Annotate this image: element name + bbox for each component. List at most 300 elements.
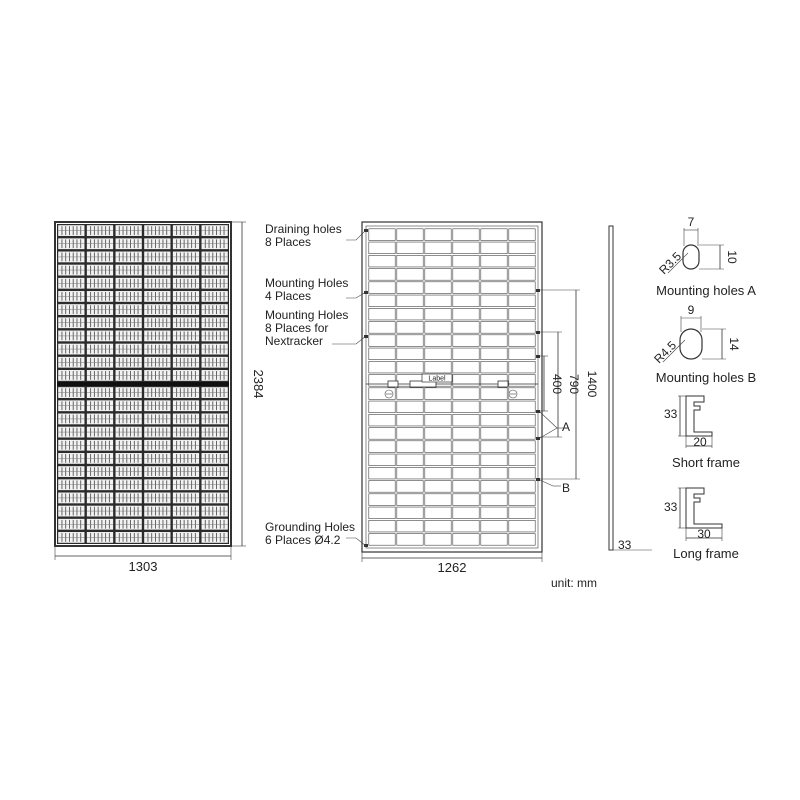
rear-cell	[397, 282, 423, 294]
hole-b-height-label: 14	[727, 337, 741, 351]
solar-cell	[58, 479, 84, 490]
solar-cell	[116, 357, 142, 368]
solar-cell	[202, 291, 228, 302]
rear-cell	[425, 534, 451, 546]
solar-cell	[144, 387, 170, 398]
rear-cell	[369, 269, 395, 281]
rear-width-dimension	[362, 552, 542, 575]
solar-cell	[173, 317, 199, 328]
rear-cell	[425, 507, 451, 519]
solar-cell	[144, 331, 170, 342]
rear-cell	[397, 520, 423, 532]
long-frame-detail	[664, 488, 739, 561]
solar-cell	[144, 252, 170, 263]
solar-cell	[58, 387, 84, 398]
solar-cell	[144, 427, 170, 438]
rear-cell	[369, 322, 395, 334]
rear-cell	[481, 507, 507, 519]
rear-cell	[509, 467, 535, 479]
dim-400-label: 400	[550, 373, 564, 395]
rear-cell	[453, 335, 479, 347]
solar-cell	[58, 493, 84, 504]
side-profile	[609, 226, 613, 550]
rear-cell	[453, 242, 479, 254]
hole-b-detail	[651, 303, 756, 385]
hole-a-title: Mounting holes A	[656, 283, 756, 298]
rear-cell	[425, 481, 451, 493]
rear-cell	[453, 467, 479, 479]
solar-cell	[144, 414, 170, 425]
solar-cell	[144, 238, 170, 249]
rear-cell	[369, 520, 395, 532]
solar-cell	[116, 238, 142, 249]
solar-cell	[116, 519, 142, 530]
rear-cell	[453, 414, 479, 426]
solar-cell	[87, 304, 113, 315]
long-frame-title: Long frame	[673, 546, 739, 561]
front-height-dimension	[231, 222, 266, 546]
rear-cell	[481, 322, 507, 334]
solar-cell	[116, 493, 142, 504]
solar-cell	[116, 414, 142, 425]
solar-cell	[173, 427, 199, 438]
rear-cell	[369, 282, 395, 294]
rear-cell	[425, 494, 451, 506]
rear-cell	[369, 454, 395, 466]
solar-cell	[87, 440, 113, 451]
rear-cell	[481, 481, 507, 493]
rear-cell	[425, 269, 451, 281]
solar-cell	[173, 387, 199, 398]
rear-cell	[509, 269, 535, 281]
long-frame-profile	[686, 488, 722, 528]
rear-cell	[481, 229, 507, 241]
grounding-holes-title: Grounding Holes	[265, 520, 356, 534]
solar-cell	[173, 493, 199, 504]
solar-cell	[87, 225, 113, 236]
solar-cell	[87, 414, 113, 425]
rear-cell	[481, 255, 507, 267]
rear-cell	[509, 282, 535, 294]
rear-cell	[509, 534, 535, 546]
front-width-dimension	[55, 546, 231, 574]
rear-cell	[425, 322, 451, 334]
callout-a-label: A	[562, 420, 571, 434]
solar-cell	[173, 252, 199, 263]
solar-cell	[116, 344, 142, 355]
rear-cell	[453, 481, 479, 493]
solar-cell	[144, 317, 170, 328]
rear-cell	[509, 361, 535, 373]
solar-cell	[173, 278, 199, 289]
rear-cell	[509, 520, 535, 532]
hole-b-title: Mounting holes B	[655, 370, 757, 385]
rear-cell	[453, 295, 479, 307]
solar-cell	[173, 519, 199, 530]
rear-cell	[453, 229, 479, 241]
solar-cell	[173, 357, 199, 368]
solar-cell	[116, 400, 142, 411]
short-frame-title: Short frame	[672, 455, 740, 470]
solar-cell	[58, 519, 84, 530]
solar-cell	[144, 344, 170, 355]
rear-cell	[453, 441, 479, 453]
solar-cell	[87, 291, 113, 302]
solar-cell	[87, 400, 113, 411]
solar-cell	[87, 387, 113, 398]
rear-cell	[481, 335, 507, 347]
rear-cell	[369, 467, 395, 479]
dim-790-label: 790	[567, 373, 581, 395]
rear-cell	[481, 282, 507, 294]
rear-cell	[425, 454, 451, 466]
solar-cell	[144, 519, 170, 530]
solar-cell	[87, 357, 113, 368]
rear-cell	[425, 414, 451, 426]
solar-cell	[144, 532, 170, 543]
rear-cell	[453, 255, 479, 267]
solar-cell	[87, 317, 113, 328]
solar-cell	[87, 238, 113, 249]
rear-cell	[453, 454, 479, 466]
solar-cell	[58, 414, 84, 425]
solar-cell	[173, 344, 199, 355]
rear-cell	[509, 428, 535, 440]
solar-cell	[144, 400, 170, 411]
callout-b-label: B	[562, 481, 571, 495]
solar-cell	[202, 506, 228, 517]
short-frame-width-label: 20	[693, 435, 707, 449]
solar-cell	[87, 370, 113, 381]
solar-cell	[144, 466, 170, 477]
solar-cell	[58, 440, 84, 451]
solar-cell	[173, 440, 199, 451]
rear-cell	[481, 242, 507, 254]
rear-cell	[369, 494, 395, 506]
rear-cell	[509, 348, 535, 360]
solar-cell	[202, 344, 228, 355]
rear-cell	[397, 494, 423, 506]
solar-cell	[202, 331, 228, 342]
rear-cell	[397, 388, 423, 400]
solar-cell	[173, 400, 199, 411]
solar-cell	[58, 400, 84, 411]
rear-cell	[509, 507, 535, 519]
rear-width-label: 1262	[437, 560, 467, 575]
rear-cell	[509, 481, 535, 493]
rear-cell	[425, 520, 451, 532]
solar-cell	[173, 532, 199, 543]
solar-cell	[173, 506, 199, 517]
junction-box	[498, 381, 508, 387]
hole-a-slot	[683, 245, 699, 269]
label-text: Label	[428, 375, 446, 383]
front-view	[55, 222, 266, 574]
rear-cell	[425, 295, 451, 307]
front-width-label: 1303	[128, 559, 158, 574]
solar-cell	[58, 252, 84, 263]
rear-cell	[397, 295, 423, 307]
solar-cell	[87, 278, 113, 289]
solar-cell	[144, 265, 170, 276]
solar-cell	[58, 532, 84, 543]
rear-cell	[481, 269, 507, 281]
rear-cell	[509, 454, 535, 466]
solar-cell	[144, 440, 170, 451]
front-height-label: 2384	[251, 369, 266, 399]
solar-cell	[87, 506, 113, 517]
solar-cell	[202, 238, 228, 249]
rear-cell	[481, 388, 507, 400]
solar-cell	[144, 304, 170, 315]
rear-cell	[453, 375, 479, 387]
hole-a-width-label: 7	[687, 215, 695, 229]
hole-callouts	[540, 412, 570, 495]
solar-cell	[58, 304, 84, 315]
solar-cell	[58, 427, 84, 438]
rear-cell	[369, 295, 395, 307]
rear-cell	[509, 308, 535, 320]
rear-cell	[453, 428, 479, 440]
rear-cell	[397, 269, 423, 281]
solar-cell	[87, 453, 113, 464]
rear-cell	[369, 335, 395, 347]
rear-cell	[425, 441, 451, 453]
rear-cell	[369, 441, 395, 453]
rear-cell	[453, 322, 479, 334]
solar-cell	[87, 532, 113, 543]
solar-cell	[116, 317, 142, 328]
solar-cell	[144, 225, 170, 236]
solar-cell	[144, 506, 170, 517]
rear-cell	[453, 507, 479, 519]
rear-cell	[397, 428, 423, 440]
solar-cell	[202, 453, 228, 464]
rear-cell	[481, 441, 507, 453]
rear-cell	[397, 335, 423, 347]
solar-cell	[202, 370, 228, 381]
rear-cell	[425, 467, 451, 479]
solar-cell	[116, 387, 142, 398]
rear-cell	[509, 242, 535, 254]
solar-cell	[87, 265, 113, 276]
rear-cell	[453, 401, 479, 413]
solar-cell	[58, 317, 84, 328]
rear-cell	[425, 242, 451, 254]
solar-cell	[202, 357, 228, 368]
rear-cell	[397, 348, 423, 360]
solar-cell	[202, 278, 228, 289]
solar-cell	[202, 519, 228, 530]
rear-cell	[369, 308, 395, 320]
solar-cell	[202, 493, 228, 504]
side-thickness-label: 33	[618, 538, 632, 552]
solar-cell	[173, 466, 199, 477]
rear-cell	[369, 348, 395, 360]
solar-cell	[202, 304, 228, 315]
solar-cell	[173, 238, 199, 249]
rear-cell	[481, 494, 507, 506]
rear-cell	[397, 441, 423, 453]
solar-cell	[144, 453, 170, 464]
solar-cell	[116, 532, 142, 543]
rear-cell	[481, 467, 507, 479]
rear-cell	[481, 454, 507, 466]
rear-cell	[397, 401, 423, 413]
rear-cell	[369, 255, 395, 267]
grounding-holes-count: 6 Places Ø4.2	[265, 533, 341, 547]
solar-cell	[87, 493, 113, 504]
solar-cell	[116, 252, 142, 263]
solar-cell	[116, 291, 142, 302]
short-frame-detail	[664, 396, 740, 470]
rear-cell	[453, 269, 479, 281]
rear-cell	[481, 428, 507, 440]
solar-cell	[87, 466, 113, 477]
rear-cell	[509, 441, 535, 453]
solar-cell	[116, 440, 142, 451]
solar-cell	[202, 414, 228, 425]
solar-cell	[116, 370, 142, 381]
rear-cell	[481, 414, 507, 426]
solar-cell	[173, 304, 199, 315]
rear-cell	[481, 534, 507, 546]
hole-a-height-label: 10	[725, 250, 739, 264]
hole-b-width-label: 9	[687, 303, 695, 317]
rear-cell	[397, 229, 423, 241]
solar-cell	[144, 479, 170, 490]
solar-cell	[202, 400, 228, 411]
rear-view	[362, 222, 599, 575]
short-frame-profile	[686, 396, 712, 436]
solar-cell	[173, 331, 199, 342]
rear-cell	[397, 454, 423, 466]
left-callouts	[265, 222, 366, 547]
rear-cell	[369, 388, 395, 400]
rear-cell	[509, 414, 535, 426]
solar-cell	[87, 331, 113, 342]
front-cell-grid	[57, 224, 229, 544]
solar-cell	[202, 440, 228, 451]
solar-cell	[58, 238, 84, 249]
rear-cell	[425, 361, 451, 373]
hole-a-radius-label: R3.5	[656, 249, 685, 278]
solar-cell	[144, 357, 170, 368]
rear-cell	[453, 388, 479, 400]
rear-cell	[481, 295, 507, 307]
rear-cell	[397, 467, 423, 479]
solar-cell	[58, 331, 84, 342]
rear-cell	[453, 361, 479, 373]
junction-box	[388, 381, 398, 387]
hole-b-radius-label: R4.5	[651, 338, 680, 367]
solar-cell	[202, 427, 228, 438]
rear-cell	[481, 401, 507, 413]
solar-cell	[116, 466, 142, 477]
solar-cell	[58, 278, 84, 289]
long-frame-width-label: 30	[697, 527, 711, 541]
rear-cell	[369, 229, 395, 241]
unit-label: unit: mm	[550, 576, 598, 590]
rear-cell	[509, 375, 535, 387]
rear-cell	[509, 295, 535, 307]
solar-cell	[116, 427, 142, 438]
rear-cell	[509, 229, 535, 241]
solar-cell	[87, 427, 113, 438]
solar-cell	[58, 225, 84, 236]
rear-cell	[425, 335, 451, 347]
rear-cell	[481, 361, 507, 373]
rear-cell	[453, 520, 479, 532]
rear-cell	[369, 414, 395, 426]
draining-holes-title: Draining holes	[265, 222, 342, 236]
solar-cell	[202, 479, 228, 490]
nextracker-label: Nextracker	[265, 334, 324, 348]
solar-cell	[144, 370, 170, 381]
solar-cell	[116, 506, 142, 517]
solar-cell	[58, 453, 84, 464]
hole-b-slot	[680, 329, 702, 359]
solar-cell	[87, 519, 113, 530]
rear-cell	[397, 534, 423, 546]
solar-cell	[58, 466, 84, 477]
rear-cell	[369, 361, 395, 373]
solar-cell	[116, 453, 142, 464]
rear-cell	[369, 428, 395, 440]
rear-cell	[369, 242, 395, 254]
solar-cell	[58, 370, 84, 381]
solar-cell	[144, 291, 170, 302]
solar-cell	[173, 453, 199, 464]
solar-cell	[58, 265, 84, 276]
solar-cell	[58, 357, 84, 368]
rear-cell	[397, 507, 423, 519]
rear-cell	[425, 255, 451, 267]
rear-cell	[397, 308, 423, 320]
rear-cell	[453, 308, 479, 320]
solar-cell	[116, 331, 142, 342]
solar-cell	[173, 225, 199, 236]
solar-cell	[87, 479, 113, 490]
rear-cell	[369, 401, 395, 413]
solar-cell	[202, 265, 228, 276]
rear-cell	[509, 335, 535, 347]
rear-cell	[509, 255, 535, 267]
solar-cell	[58, 344, 84, 355]
solar-cell	[173, 479, 199, 490]
solar-cell	[58, 506, 84, 517]
rear-cell	[397, 255, 423, 267]
rear-cell	[397, 481, 423, 493]
solar-cell	[116, 304, 142, 315]
rear-cell	[397, 322, 423, 334]
solar-cell	[116, 225, 142, 236]
solar-cell	[116, 479, 142, 490]
rear-cell	[425, 282, 451, 294]
rear-cell	[509, 401, 535, 413]
solar-cell	[173, 370, 199, 381]
solar-cell	[202, 532, 228, 543]
solar-cell	[173, 265, 199, 276]
solar-cell	[173, 291, 199, 302]
solar-cell	[202, 252, 228, 263]
rear-cell	[425, 388, 451, 400]
solar-cell	[202, 466, 228, 477]
rear-cell	[481, 308, 507, 320]
rear-cell	[369, 507, 395, 519]
rear-cell	[425, 229, 451, 241]
rear-cell	[425, 428, 451, 440]
